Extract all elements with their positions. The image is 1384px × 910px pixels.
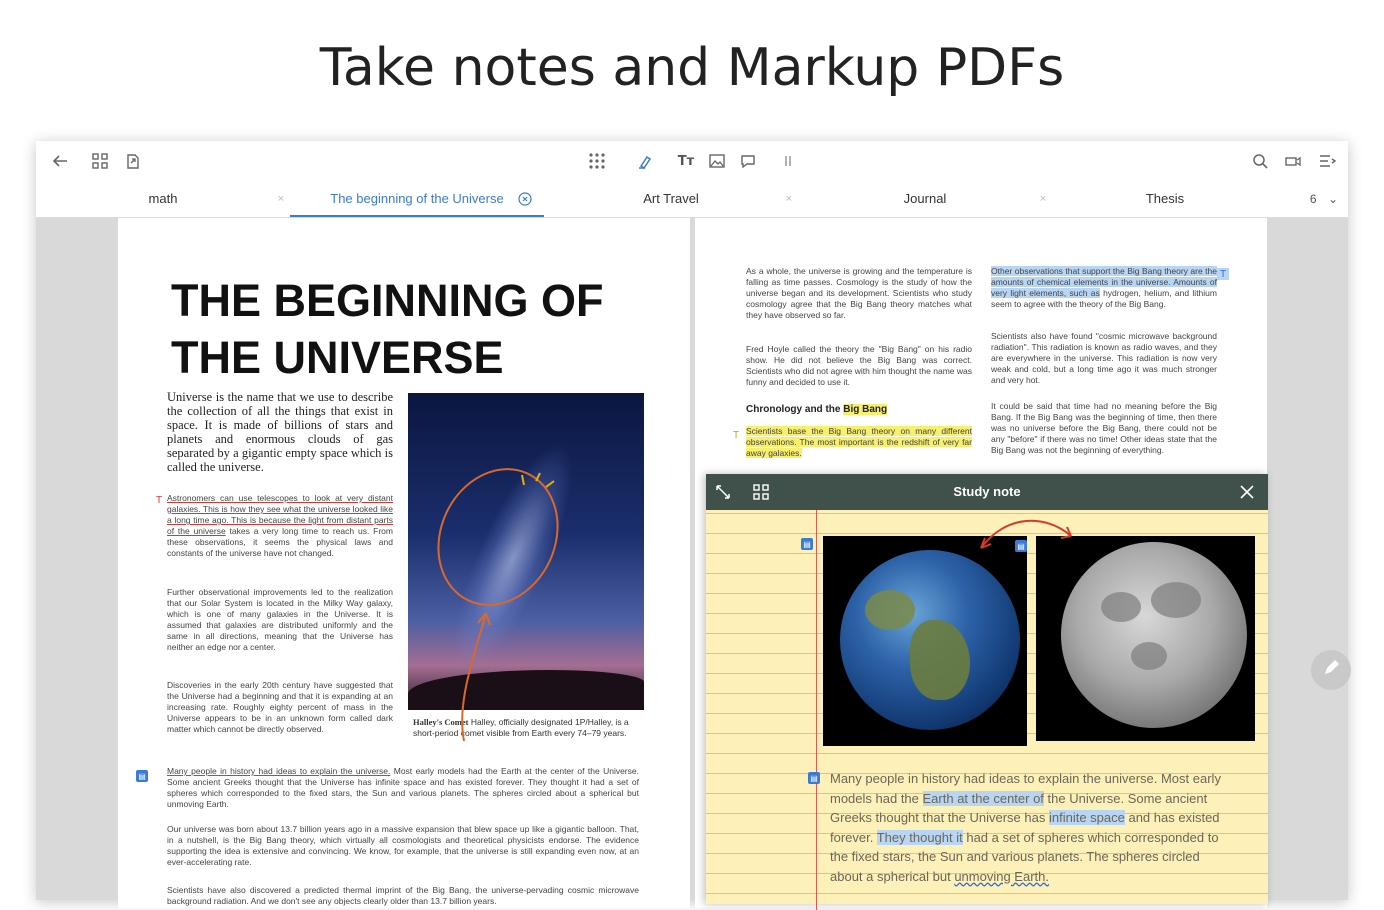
tab-the-beginning-of-the-universe[interactable] bbox=[290, 181, 544, 217]
grid-icon[interactable] bbox=[752, 483, 770, 506]
paragraph-chemical-elements bbox=[991, 266, 1217, 310]
study-note-text bbox=[830, 769, 1222, 886]
paragraph-text: Most early models had the Earth at the center of the Universe. Some ancient Greeks thought that the Universe has infinite space and has existed forever. They thought it had a set of spheres which corresponded to the fixed stars, the Sun and various planets. The spheres circled about a spherical but unmoving Earth. bbox=[167, 766, 639, 809]
tab-thesis[interactable] bbox=[1052, 181, 1278, 217]
more-vertical-icon[interactable] bbox=[777, 150, 799, 172]
chevron-down-icon: ⌄ bbox=[1327, 192, 1338, 206]
pdf-page-left bbox=[118, 218, 690, 908]
paragraph-microwave: Scientists also have found "cosmic microwave background radiation". This radiation is known as radio waves, and they are everywhere in the universe. This radiation is now very weak and cold, but a long time ago it was much stronger and very hot. bbox=[991, 331, 1217, 385]
highlighted-text: Other observations that support the Big Bang theory are the amounts of chemical elements in the universe. Amounts of very light elements, such as bbox=[991, 266, 1217, 298]
lead-paragraph: Universe is the name that we use to describe the collection of all the things that exist in space. It is made of billions of stars and planets and enormous clouds of gas separated by a gigantic empty space which is called the universe. bbox=[167, 390, 393, 474]
text-tool-icon[interactable]: Tт bbox=[677, 153, 695, 169]
resize-icon[interactable] bbox=[714, 483, 732, 506]
text-annotation-icon[interactable]: T bbox=[732, 429, 740, 441]
tab-bar bbox=[36, 181, 1348, 218]
tab-close-icon[interactable]: × bbox=[277, 193, 284, 205]
study-note-title: Study note bbox=[953, 484, 1021, 499]
back-arrow-icon[interactable] bbox=[49, 150, 71, 172]
headline: Take notes and Markup PDFs bbox=[319, 38, 1065, 98]
paragraph-telescopes bbox=[167, 493, 393, 559]
earth-globe bbox=[840, 550, 1020, 730]
moon-disc bbox=[1061, 542, 1247, 728]
outline-icon[interactable] bbox=[1316, 150, 1338, 172]
study-note-panel bbox=[706, 474, 1268, 904]
note-link-icon[interactable]: ▤ bbox=[801, 538, 813, 550]
paragraph-text: hydrogen, helium, and lithium seem to agree with the theory of the Big Bang. bbox=[991, 288, 1217, 309]
note-link-icon[interactable]: ▤ bbox=[808, 772, 820, 784]
paragraph-fred-hoyle: Fred Hoyle called the theory the "Big Bang" on his radio show. He did not believe the Big Bang was correct. Scientists who did not agree with him thought the name was funny and decided to use it. bbox=[746, 344, 972, 387]
tab-label: Thesis bbox=[1145, 191, 1185, 206]
tab-label: Art Travel bbox=[643, 191, 699, 206]
page-title-line-2: THE UNIVERSE bbox=[171, 332, 504, 383]
pencil-floating-button[interactable] bbox=[1311, 650, 1351, 690]
page-title bbox=[171, 272, 604, 386]
paragraph-thermal-imprint: Scientists have also discovered a predicted thermal imprint of the Big Bang, the universe-pervading cosmic microwave background radiation. And we don't see any objects clearly older than 13.7 billion years. bbox=[167, 885, 639, 906]
note-text: Many people in history had ideas to explain the universe. Most early models had the bbox=[830, 771, 1221, 806]
pdf-app-window bbox=[36, 141, 1348, 906]
paragraph-discoveries: Discoveries in the early 20th century have suggested that the Universe had a beginning and that it is expanding at an increasing rate. Roughly eighty percent of mass in the Universe appears to be in an unknown form called dark matter which cannot be directly observed. bbox=[167, 680, 393, 734]
tabs-overflow-button[interactable] bbox=[1310, 181, 1338, 217]
photo-caption bbox=[413, 717, 643, 739]
highlighter-icon[interactable] bbox=[635, 150, 657, 172]
export-icon[interactable] bbox=[122, 150, 144, 172]
highlighted-text: Scientists base the Big Bang theory on many different observations. The most important is the redshift of very far away galaxies. bbox=[746, 426, 972, 458]
tab-close-icon[interactable]: × bbox=[1039, 193, 1046, 205]
paragraph-big-bang: Our universe was born about 13.7 billion years ago in a massive expansion that blew space up like a gigantic balloon. That, in a nutshell, is the Big Bang theory, which virtually all cosmologists and theoretical physicists endorse. The evidence supporting the idea is extensive and convincing. We know, for example, that the universe is still expanding even now, at an ever-accelerating rate. bbox=[167, 824, 639, 867]
highlighted-text: infinite space bbox=[1048, 810, 1125, 825]
tab-art-travel[interactable] bbox=[544, 181, 798, 217]
tab-close-icon[interactable] bbox=[518, 181, 532, 217]
note-link-icon[interactable]: ▤ bbox=[1015, 540, 1027, 552]
highlighted-text: Big Bang bbox=[843, 404, 888, 415]
section-heading-text: Chronology and the bbox=[746, 404, 844, 415]
close-icon[interactable] bbox=[1238, 483, 1256, 506]
highlighted-text: They thought it bbox=[876, 829, 963, 845]
grid-icon[interactable] bbox=[89, 150, 111, 172]
paragraph-time: It could be said that time had no meaning before the Big Bang. If the Big Bang was the beginning of time, then there was no universe before the Big Bang, there could not be any "before" if there was no time! Other ideas state that the Big Bang was not the beginning of everything. bbox=[991, 401, 1217, 455]
toolbar bbox=[36, 141, 1348, 181]
study-note-header bbox=[706, 474, 1268, 510]
image-tool-icon[interactable] bbox=[706, 150, 728, 172]
moon-crater bbox=[1131, 642, 1167, 670]
moon-crater bbox=[1101, 592, 1141, 622]
paragraph-solar-system: Further observational improvements led to the realization that our Solar System is located in the Milky Way galaxy, which is one of many galaxies in the Universe. It is assumed that galaxies are distributed uniformly and the same in all directions, meaning that the Universe has neither an edge nor a center. bbox=[167, 587, 393, 652]
note-text: the Universe. Some ancient Greeks thought that the Universe has bbox=[830, 790, 1208, 825]
tab-journal[interactable] bbox=[798, 181, 1052, 217]
section-heading bbox=[746, 404, 887, 415]
note-margin-line bbox=[816, 510, 817, 910]
text-annotation-icon[interactable]: T bbox=[155, 494, 163, 506]
page-title-line-1: THE BEGINNING OF bbox=[171, 275, 604, 326]
search-icon[interactable] bbox=[1249, 150, 1271, 172]
milky-way bbox=[430, 430, 596, 687]
underlined-text: Many people in history had ideas to explain the universe. bbox=[167, 766, 391, 776]
tab-close-icon[interactable]: × bbox=[785, 193, 792, 205]
tab-label: The beginning of the Universe bbox=[330, 191, 504, 206]
text-annotation-icon[interactable]: T bbox=[1217, 268, 1229, 280]
pencil-icon bbox=[1321, 658, 1341, 683]
note-link-icon[interactable]: ▤ bbox=[136, 770, 148, 782]
tab-math[interactable] bbox=[36, 181, 290, 217]
tabs-count: 6 bbox=[1309, 192, 1317, 206]
caption-title: Halley's Comet bbox=[413, 717, 469, 727]
caption-text: Halley, officially designated 1P/Halley, is a short-period comet visible from Earth every 74–79 years. bbox=[413, 717, 629, 738]
apps-grid-icon[interactable] bbox=[586, 150, 608, 172]
earth-landmass bbox=[910, 620, 970, 700]
view-mode-icon[interactable] bbox=[1282, 150, 1304, 172]
moon-image[interactable] bbox=[1036, 536, 1255, 741]
paragraph-growing-universe: As a whole, the universe is growing and the temperature is falling as time passes. Cosmology is the study of how the universe began and its development. Scientists who study cosmology agree that the Big Bang theory matches what they have observed so far. bbox=[746, 266, 972, 320]
earth-landmass bbox=[865, 590, 915, 630]
paragraph-observations bbox=[746, 426, 972, 459]
highlighted-text: Earth at the center of bbox=[922, 790, 1044, 806]
underlined-text: Astronomers can use telescopes to look at very distant galaxies. This is how they see what the universe looked like a long time ago. This is because the light from distant parts of the universe bbox=[167, 493, 393, 536]
earth-image[interactable] bbox=[823, 536, 1027, 746]
tab-label: Journal bbox=[903, 191, 947, 206]
paragraph-text: takes a very long time to reach us. From these observations, it seems the physical laws and constants of the universe have not changed. bbox=[167, 526, 393, 558]
paragraph-history bbox=[167, 766, 639, 810]
horizon-hill bbox=[408, 670, 644, 710]
galaxy-photo bbox=[408, 393, 644, 710]
comment-icon[interactable] bbox=[737, 150, 759, 172]
note-text: had a set of spheres which corresponded to the fixed stars, the Sun and various planets. The spheres circled about a spherical but bbox=[830, 829, 1219, 884]
note-text: and has existed forever. bbox=[830, 810, 1220, 845]
wavy-underlined-text: unmoving Earth. bbox=[954, 868, 1049, 884]
moon-crater bbox=[1151, 582, 1201, 618]
tab-label: math bbox=[148, 191, 178, 206]
